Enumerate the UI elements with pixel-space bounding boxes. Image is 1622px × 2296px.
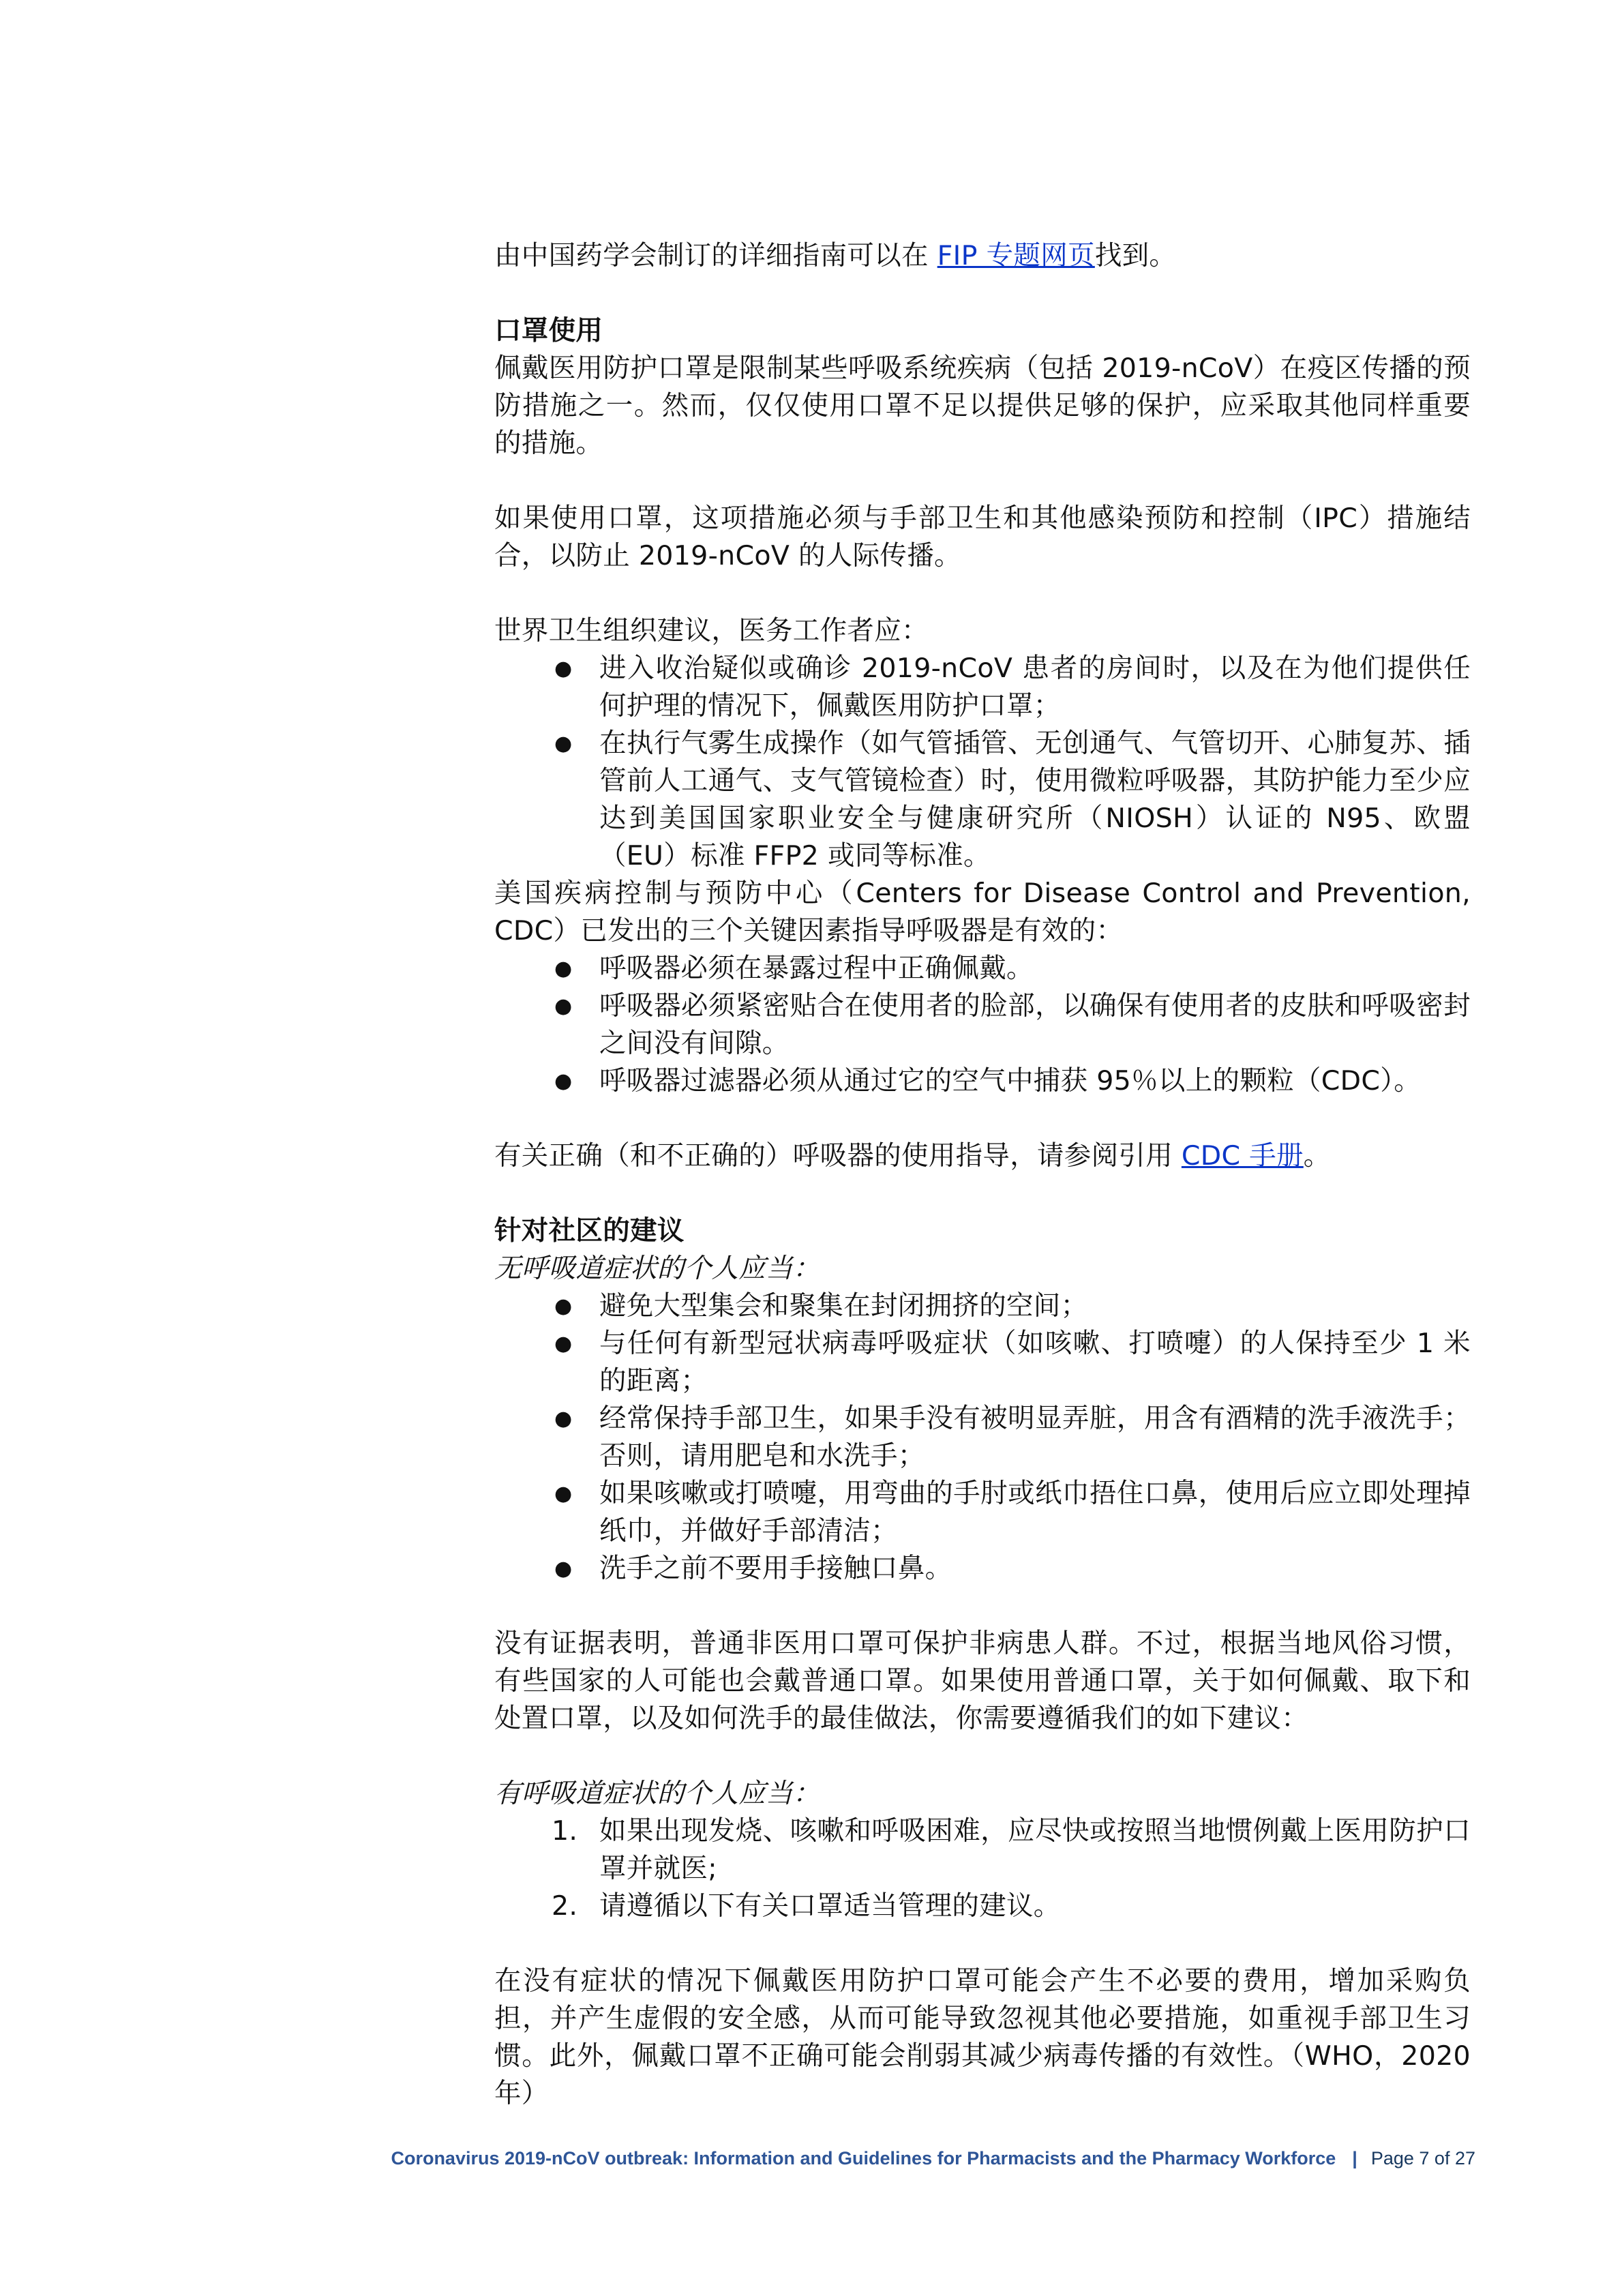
list-item-text: 洗手之前不要用手接触口鼻。: [599, 1553, 952, 1584]
bullet-icon: ●: [554, 1069, 573, 1093]
who-recommendation-list: [494, 650, 1471, 875]
list-item: [494, 1550, 1471, 1587]
list-item-text: 与任何有新型冠状病毒呼吸症状（如咳嗽、打喷嚏）的人保持至少 1 米的距离；: [599, 1328, 1471, 1397]
community-heading: 针对社区的建议: [494, 1215, 685, 1247]
list-number: 1.: [552, 1815, 578, 1847]
no-symptoms-list: [494, 1287, 1471, 1587]
list-item-text: 在执行气雾生成操作（如气管插管、无创通气、气管切开、心肺复苏、插管前人工通气、支气管镜检查）时，使用微粒呼吸器，其防护能力至少应达到美国国家职业安全与健康研究所（NIOSH）认证的 N95、欧盟（EU）标准 FFP2 或同等标准。: [599, 728, 1471, 871]
list-item: [494, 950, 1471, 987]
mask-paragraph-1: 佩戴医用防护口罩是限制某些呼吸系统疾病（包括 2019-nCoV）在疫区传播的预防措施之一。然而，仅仅使用口罩不足以提供足够的保护，应采取其他同样重要的措施。: [494, 353, 1471, 459]
list-item: [494, 1062, 1471, 1100]
bullet-icon: ●: [554, 732, 573, 756]
list-item: [494, 650, 1471, 725]
list-number: 2.: [552, 1890, 578, 1922]
cdc-guide-text-end: 。: [1303, 1140, 1331, 1172]
list-item-text: 如果咳嗽或打喷嚏，用弯曲的手肘或纸巾捂住口鼻，使用后应立即处理掉纸巾，并做好手部清洁；: [599, 1478, 1471, 1547]
with-symptoms-list: [494, 1813, 1471, 1925]
cdc-factor-list: [494, 950, 1471, 1100]
bullet-icon: ●: [554, 1407, 573, 1431]
no-symptoms-subheading: 无呼吸道症状的个人应当：: [494, 1253, 820, 1284]
bullet-icon: ●: [554, 1482, 573, 1506]
page-footer: [391, 2148, 1475, 2169]
list-item: [494, 987, 1471, 1062]
bullet-icon: ●: [554, 994, 573, 1018]
intro-text-end: 找到。: [1094, 240, 1177, 271]
list-item: [494, 1287, 1471, 1325]
list-item-text: 如果出现发烧、咳嗽和呼吸困难，应尽快或按照当地惯例戴上医用防护口罩并就医;: [599, 1815, 1471, 1884]
bullet-icon: ●: [554, 1294, 573, 1318]
bullet-icon: ●: [554, 657, 573, 681]
footer-title: Coronavirus 2019-nCoV outbreak: Information and Guidelines for Pharmacists and the Pharmacy Workforce: [391, 2148, 1336, 2168]
mask-paragraph-4: 美国疾病控制与预防中心（Centers for Disease Control and Prevention, CDC）已发出的三个关键因素指导呼吸器是有效的：: [494, 878, 1471, 946]
list-item-text: 呼吸器必须紧密贴合在使用者的脸部，以确保有使用者的皮肤和呼吸密封之间没有间隙。: [599, 990, 1471, 1059]
list-item-text: 避免大型集会和聚集在封闭拥挤的空间；: [599, 1290, 1088, 1322]
list-item-text: 呼吸器过滤器必须从通过它的空气中捕获 95％以上的颗粒（CDC）。: [599, 1065, 1422, 1097]
list-item: [494, 725, 1471, 875]
bullet-icon: ●: [554, 1557, 573, 1581]
community-paragraph-2: 在没有症状的情况下佩戴医用防护口罩可能会产生不必要的费用，增加采购负担，并产生虚假的安全感，从而可能导致忽视其他必要措施，如重视手部卫生习惯。此外，佩戴口罩不正确可能会削弱其减少病毒传播的有效性。（WHO，2020 年）: [494, 1965, 1471, 2109]
mask-paragraph-5: [494, 1137, 1471, 1175]
list-item: [494, 1475, 1471, 1550]
mask-use-heading: 口罩使用: [494, 315, 603, 346]
mask-paragraph-3: 世界卫生组织建议，医务工作者应：: [494, 615, 929, 646]
bullet-icon: ●: [554, 1332, 573, 1356]
mask-paragraph-2: 如果使用口罩，这项措施必须与手部卫生和其他感染预防和控制（IPC）措施结合，以防止 2019-nCoV 的人际传播。: [494, 503, 1471, 571]
list-item-text: 进入收治疑似或确诊 2019-nCoV 患者的房间时，以及在为他们提供任何护理的情况下，佩戴医用防护口罩；: [599, 653, 1471, 721]
cdc-guide-text: 有关正确（和不正确的）呼吸器的使用指导，请参阅引用: [494, 1140, 1182, 1172]
bullet-icon: ●: [554, 957, 573, 981]
footer-separator: |: [1352, 2148, 1357, 2168]
cdc-handbook-link[interactable]: CDC 手册: [1181, 1140, 1304, 1172]
document-body: [494, 237, 1471, 2113]
list-item: [494, 1813, 1471, 1888]
list-item: [494, 1325, 1471, 1400]
intro-paragraph: [494, 237, 1471, 275]
community-paragraph-1: 没有证据表明，普通非医用口罩可保护非病患人群。不过，根据当地风俗习惯，有些国家的人可能也会戴普通口罩。如果使用普通口罩，关于如何佩戴、取下和处置口罩，以及如何洗手的最佳做法，你需要遵循我们的如下建议：: [494, 1628, 1471, 1734]
list-item-text: 经常保持手部卫生，如果手没有被明显弄脏，用含有酒精的洗手液洗手；否则，请用肥皂和水洗手；: [599, 1403, 1471, 1472]
fip-webpage-link[interactable]: FIP 专题网页: [937, 240, 1095, 271]
list-item-text: 请遵循以下有关口罩适当管理的建议。: [599, 1890, 1061, 1922]
with-symptoms-subheading: 有呼吸道症状的个人应当：: [494, 1778, 820, 1809]
list-item: [494, 1400, 1471, 1475]
list-item-text: 呼吸器必须在暴露过程中正确佩戴。: [599, 953, 1034, 984]
intro-text: 由中国药学会制订的详细指南可以在: [494, 240, 937, 271]
list-item: [494, 1888, 1471, 1925]
page-number: Page 7 of 27: [1370, 2148, 1475, 2168]
